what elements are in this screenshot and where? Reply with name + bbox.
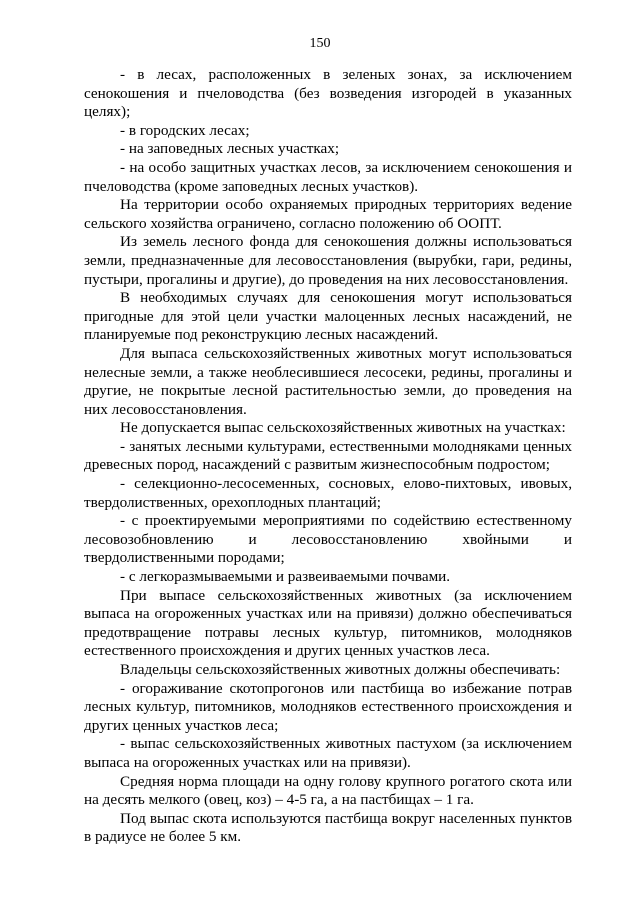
paragraph: - на особо защитных участках лесов, за исключением сенокошения и пчеловодства (кроме заповедных лесных участков). bbox=[84, 158, 572, 195]
paragraph: - с проектируемыми мероприятиями по содействию естественному лесовозобновлению и лесовосстановлению хвойными и твердолиственными породами; bbox=[84, 512, 572, 567]
paragraph: - занятых лесными культурами, естественными молодняками ценных древесных пород, насаждений с развитым жизнеспособным подростом; bbox=[84, 437, 572, 474]
paragraph: Для выпаса сельскохозяйственных животных могут использоваться нелесные земли, а также необлесившиеся лесосеки, редины, прогалины и другие, не покрытые лесной растительностью земли, до проведения на них лесовосстановления. bbox=[84, 344, 572, 418]
page-number: 150 bbox=[309, 36, 331, 51]
paragraph: - выпас сельскохозяйственных животных пастухом (за исключением выпаса на огороженных участках или на привязи). bbox=[84, 735, 572, 771]
paragraph: - с легкоразмываемыми и развеиваемыми почвами. bbox=[120, 568, 451, 586]
paragraph: - огораживание скотопрогонов или пастбища во избежание потрав лесных культур, питомников, молодняков естественного происхождения и других ценных участков леса; bbox=[84, 679, 572, 734]
paragraph: - селекционно-лесосеменных, сосновых, елово-пихтовых, ивовых, твердолиственных, орехоплодных плантаций; bbox=[84, 475, 572, 511]
paragraph: Из земель лесного фонда для сенокошения должны использоваться земли, предназначенные для лесовосстановления (вырубки, гари, редины, пустыри, прогалины и другие), до проведения на них лесовосстановления. bbox=[84, 233, 572, 288]
paragraph: Владельцы сельскохозяйственных животных должны обеспечивать: bbox=[120, 661, 561, 678]
paragraph: - в лесах, расположенных в зеленых зонах, за исключением сенокошения и пчеловодства (без возведения изгородей в указанных целях); bbox=[84, 66, 572, 121]
paragraph: В необходимых случаях для сенокошения могут использоваться пригодные для этой цели участки малоценных лесных насаждений, не планируемые под реконструкцию лесных насаждений. bbox=[84, 289, 572, 344]
paragraph: Не допускается выпас сельскохозяйственных животных на участках: bbox=[120, 419, 566, 437]
body-text bbox=[84, 66, 572, 847]
paragraph: При выпасе сельскохозяйственных животных (за исключением выпаса на огороженных участках или на привязи) должно обеспечиваться предотвращение потравы лесных культур, питомников, молодняков естественного происхождения и других ценных участков леса. bbox=[84, 586, 572, 660]
paragraph: - на заповедных лесных участках; bbox=[120, 140, 340, 158]
paragraph: На территории особо охраняемых природных территориях ведение сельского хозяйства ограничено, согласно положению об ООПТ. bbox=[84, 196, 572, 232]
paragraph: - в городских лесах; bbox=[120, 121, 250, 139]
paragraph: Средняя норма площади на одну голову крупного рогатого скота или на десять мелкого (овец, коз) – 4-5 га, а на пастбищах – 1 га. bbox=[84, 772, 572, 809]
paragraph: Под выпас скота используются пастбища вокруг населенных пунктов в радиусе не более 5 км. bbox=[84, 809, 572, 846]
